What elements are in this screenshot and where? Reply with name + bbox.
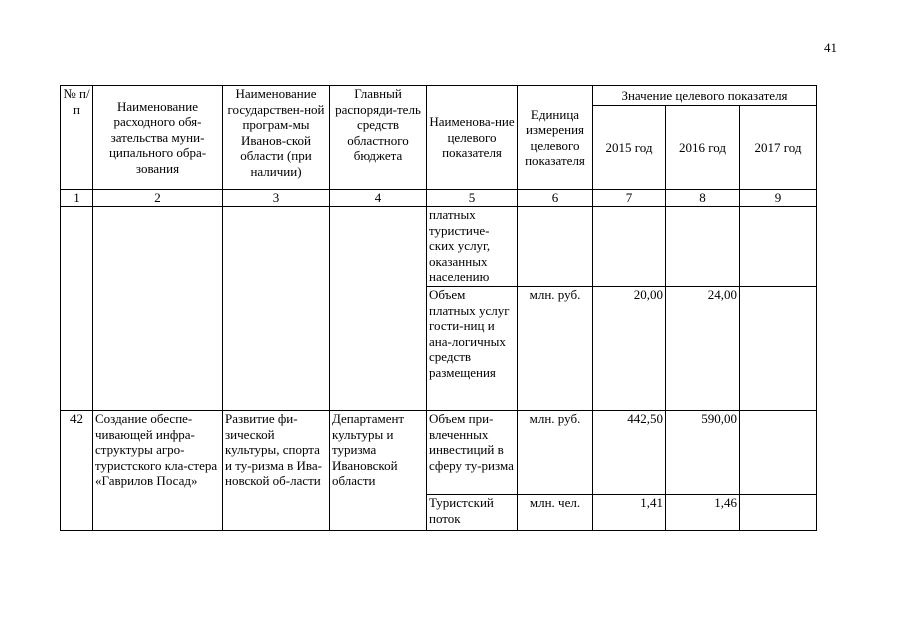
column-number: 6: [518, 190, 593, 207]
cell-value-2017: [740, 495, 817, 531]
column-number: 4: [330, 190, 427, 207]
header-obligation: Наименование расходного обя-зательства муни-ципального обра-зования: [93, 86, 223, 190]
table-row: [61, 207, 817, 287]
cell-value-2016: [666, 207, 740, 287]
header-year-2015: 2015 год: [593, 106, 666, 190]
cell-value-2016: 24,00: [666, 287, 740, 411]
cell-program: Развитие фи-зической культуры, спорта и ту-ризма в Ива-новской об-ласти: [223, 411, 330, 531]
header-indicator: Наименова-ние целевого показателя: [427, 86, 518, 190]
cell-obligation: [93, 207, 223, 411]
cell-unit: [518, 207, 593, 287]
column-number: 5: [427, 190, 518, 207]
header-target-value-group: Значение целевого показателя: [593, 86, 817, 106]
cell-indicator: Объем платных услуг гости-ниц и ана-логичных средств размещения: [427, 287, 518, 411]
column-number: 3: [223, 190, 330, 207]
cell-unit: млн. руб.: [518, 287, 593, 411]
cell-value-2017: [740, 207, 817, 287]
column-number: 9: [740, 190, 817, 207]
cell-unit: млн. чел.: [518, 495, 593, 531]
column-number: 1: [61, 190, 93, 207]
cell-value-2016: 590,00: [666, 411, 740, 495]
cell-indicator: Туристский поток: [427, 495, 518, 531]
column-number: 7: [593, 190, 666, 207]
header-year-2016: 2016 год: [666, 106, 740, 190]
cell-num: [61, 207, 93, 411]
header-program: Наименование государствен-ной програм-мы Иванов-ской области (при наличии): [223, 86, 330, 190]
target-indicators-table: [60, 85, 817, 531]
cell-value-2015: 442,50: [593, 411, 666, 495]
page-number: 41: [824, 40, 837, 55]
cell-value-2017: [740, 287, 817, 411]
cell-value-2015: 1,41: [593, 495, 666, 531]
cell-indicator: Объем при-влеченных инвестиций в сферу ту-ризма: [427, 411, 518, 495]
cell-value-2016: 1,46: [666, 495, 740, 531]
cell-unit: млн. руб.: [518, 411, 593, 495]
cell-indicator: платных туристиче-ских услуг, оказанных населению: [427, 207, 518, 287]
cell-num: 42: [61, 411, 93, 531]
header-manager: Главный распоряди-тель средств областного бюджета: [330, 86, 427, 190]
cell-manager: Департамент культуры и туризма Ивановской области: [330, 411, 427, 531]
header-year-2017: 2017 год: [740, 106, 817, 190]
column-number: 2: [93, 190, 223, 207]
header-unit: Единица измерения целевого показателя: [518, 86, 593, 190]
cell-value-2015: 20,00: [593, 287, 666, 411]
cell-manager: [330, 207, 427, 411]
table-row: [61, 411, 817, 495]
column-number: 8: [666, 190, 740, 207]
cell-obligation: Создание обеспе-чивающей инфра-структуры агро-туристского кла-стера «Гаврилов Посад»: [93, 411, 223, 531]
cell-value-2015: [593, 207, 666, 287]
column-numbers-row: [61, 190, 817, 207]
cell-program: [223, 207, 330, 411]
header-num: № п/п: [61, 86, 93, 190]
cell-value-2017: [740, 411, 817, 495]
